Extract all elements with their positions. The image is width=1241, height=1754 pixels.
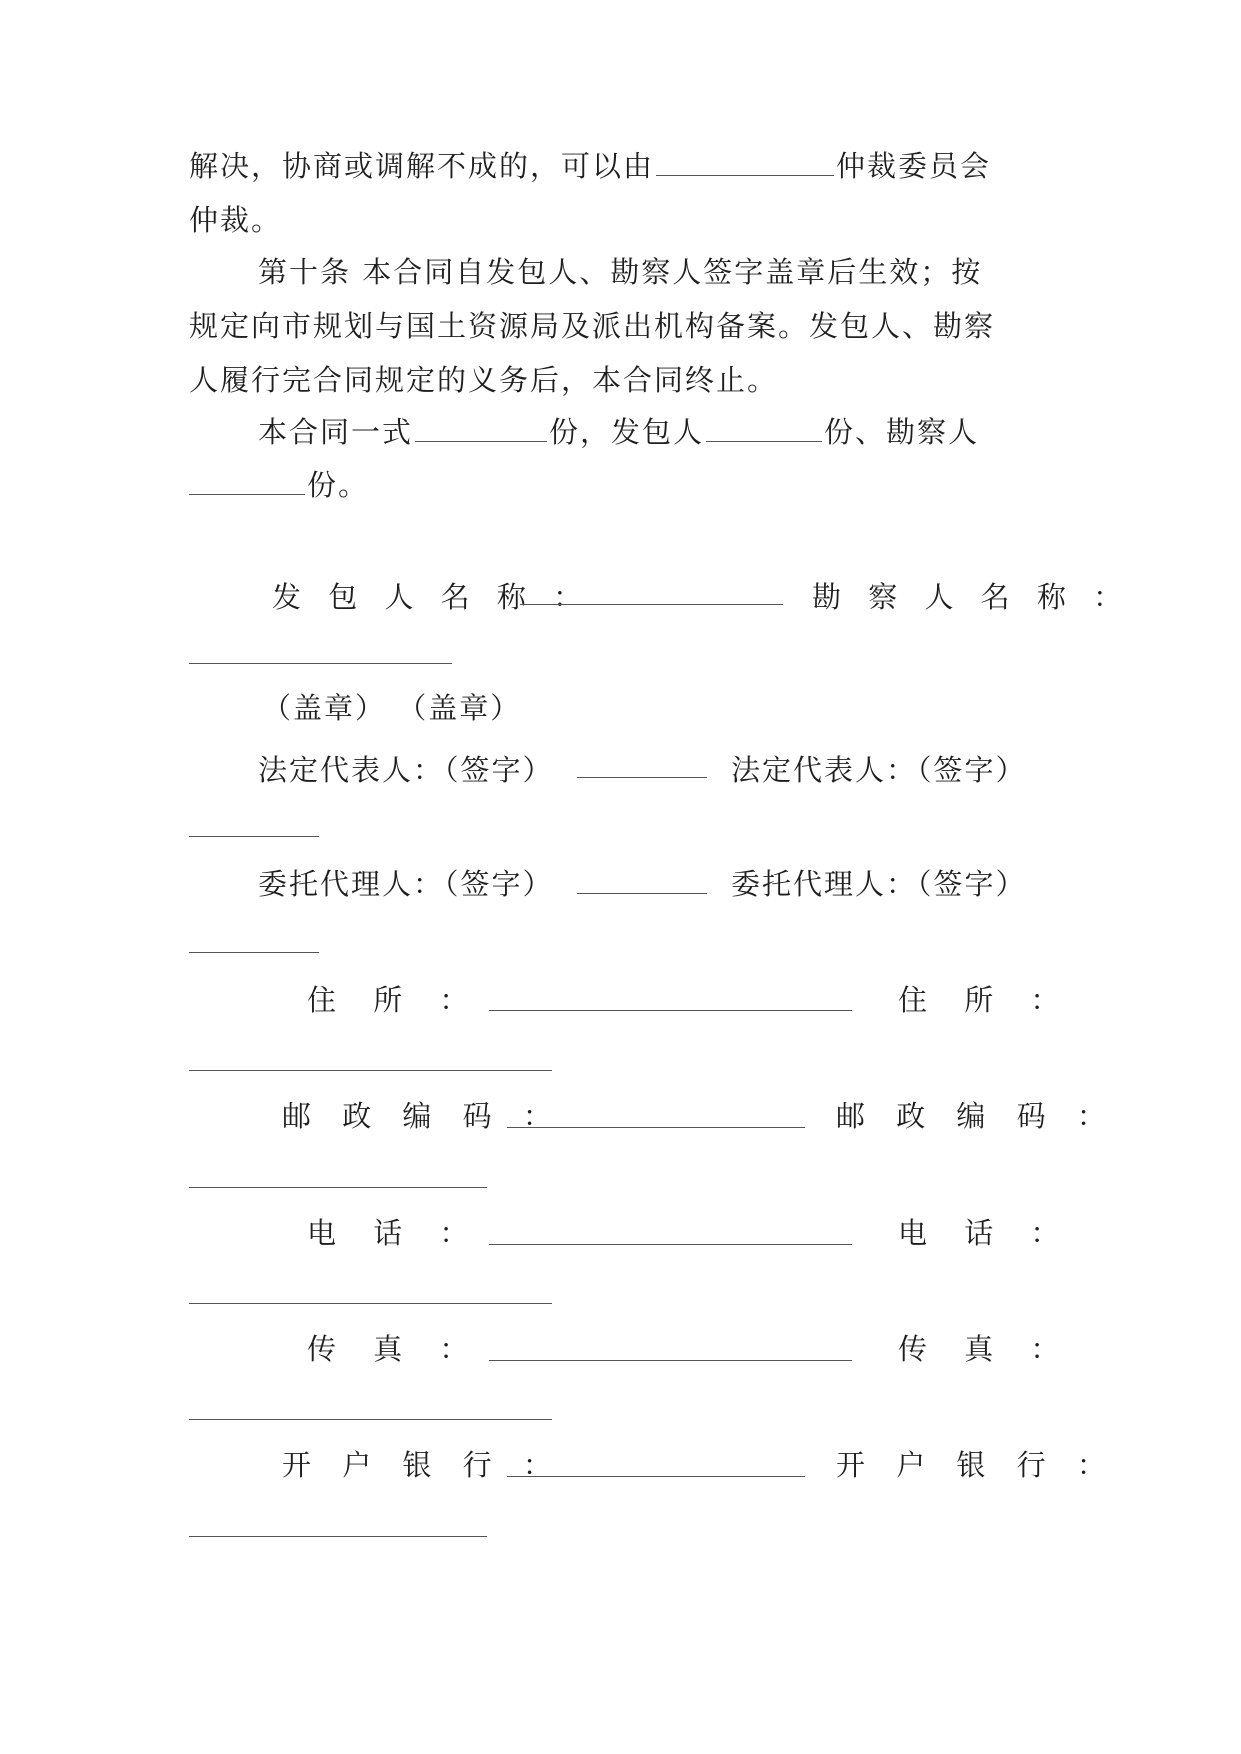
blank-copies-surveyor: [189, 493, 305, 495]
surveyor-fax-field[interactable]: [189, 1419, 552, 1420]
employer-phone-field[interactable]: [489, 1244, 852, 1245]
surveyor-postcode-field[interactable]: [189, 1187, 487, 1188]
employer-phone-label: 电 话 ：: [307, 1216, 483, 1250]
surveyor-postcode-label: 邮 政 编 码 ：: [836, 1099, 1117, 1133]
surveyor-agent-field[interactable]: [189, 952, 319, 953]
employer-legal-rep-field[interactable]: [577, 777, 707, 778]
surveyor-address-field[interactable]: [189, 1070, 552, 1071]
employer-name-field[interactable]: [520, 604, 783, 605]
blank-arbitration: [656, 174, 834, 176]
surveyor-bank-field[interactable]: [189, 1536, 487, 1537]
surveyor-name-field[interactable]: [189, 663, 452, 664]
copies-line: 本合同一式 份，发包人 份、勘察人: [258, 415, 980, 449]
employer-legal-rep-label: 法定代表人：（签字）: [258, 753, 554, 787]
blank-copies-employer: [706, 440, 822, 442]
text-line: 人履行完合同规定的义务后，本合同终止。: [189, 363, 779, 397]
surveyor-legal-rep-field[interactable]: [189, 836, 319, 837]
surveyor-name-label: 勘 察 人 名 称 ：: [812, 580, 1132, 614]
blank-copies-total: [415, 440, 547, 442]
text-line: 解决，协商或调解不成的，可以由 仲裁委员会: [189, 149, 992, 183]
surveyor-bank-label: 开 户 银 行 ：: [836, 1448, 1117, 1482]
employer-agent-field[interactable]: [577, 893, 707, 894]
surveyor-address-label: 住 所 ：: [898, 983, 1074, 1017]
employer-fax-field[interactable]: [489, 1360, 852, 1361]
surveyor-phone-field[interactable]: [189, 1303, 552, 1304]
article-10-heading: 第十条 本合同自发包人、勘察人签字盖章后生效；按: [258, 255, 983, 289]
text-line: 仲裁。: [189, 203, 283, 237]
copies-line-2: 份。: [189, 463, 1051, 507]
employer-address-label: 住 所 ：: [307, 983, 483, 1017]
employer-postcode-label: 邮 政 编 码 ：: [282, 1099, 563, 1133]
surveyor-fax-label: 传 真 ：: [898, 1332, 1074, 1366]
employer-name-label: 发 包 人 名 称 ：: [272, 580, 592, 614]
employer-postcode-field[interactable]: [507, 1127, 805, 1128]
employer-agent-label: 委托代理人：（签字）: [258, 867, 554, 901]
employer-fax-label: 传 真 ：: [307, 1332, 483, 1366]
employer-bank-label: 开 户 银 行 ：: [282, 1448, 563, 1482]
employer-bank-field[interactable]: [507, 1476, 805, 1477]
surveyor-legal-rep-label: 法定代表人：（签字）: [731, 753, 1027, 787]
text-line: 规定向市规划与国土资源局及派出机构备案。发包人、勘察: [189, 309, 996, 343]
surveyor-phone-label: 电 话 ：: [898, 1216, 1074, 1250]
seal-line: （盖章） （盖章）: [262, 691, 522, 725]
surveyor-agent-label: 委托代理人：（签字）: [731, 867, 1027, 901]
employer-address-field[interactable]: [489, 1010, 852, 1011]
